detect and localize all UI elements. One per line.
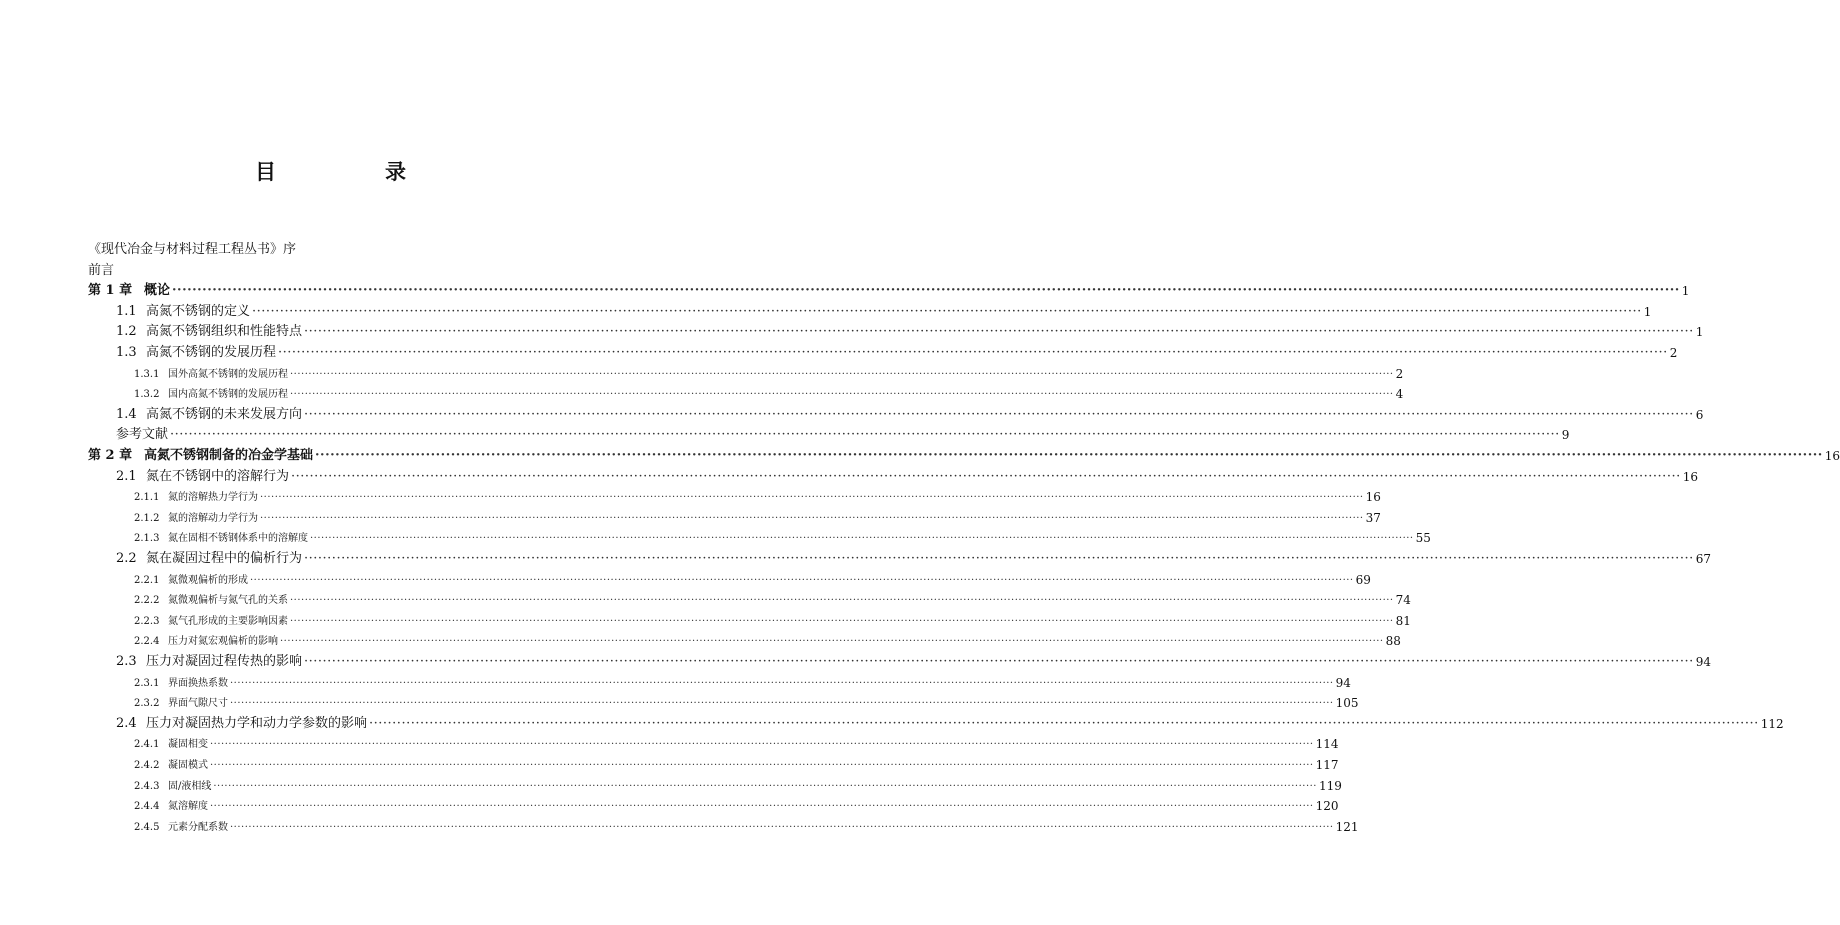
toc-entry-number: 1.1 [116,303,137,319]
toc-entry-title: 压力对凝固过程传热的影响 [146,654,303,669]
toc-entry-number: 2.4.1 [134,739,160,751]
toc-references-entry [116,421,1570,443]
toc-entry-number: 2.1 [116,468,137,484]
toc-leader-dots: ············································································································································································································································································································ [210,760,1314,771]
toc-leader-dots: ············································································································································································································································································································ [260,512,1364,524]
toc-entry-number: 2.2.1 [134,574,160,586]
toc-page-number: 88 [1385,634,1401,649]
toc-subsection-entry [134,524,1431,546]
toc-leader-dots: ············································································································································································································································································································ [369,715,1759,731]
toc-subsection-entry [134,586,1411,608]
toc-entry-title: 氮在不锈钢中的溶解行为 [146,468,290,484]
toc-leader-dots: ············································································································································································································································································································ [260,492,1364,504]
toc-section-entry [116,463,1698,484]
toc-entry-number: 2.4 [116,715,137,731]
toc-entry-title: 凝固模式 [168,760,208,771]
toc-page-number: 16 [1365,490,1381,505]
toc-entry-number: 2.4.3 [134,780,160,792]
toc-subsection-entry [134,627,1401,649]
toc-entry-number: 1.3.1 [134,368,160,380]
toc-page-number: 74 [1395,593,1411,608]
toc-leader-dots: ············································································································································································································································································································ [210,739,1314,751]
toc-page-number: 94 [1695,655,1711,669]
toc-section-entry [116,401,1704,422]
toc-entry-number: 2.3.1 [134,677,160,689]
toc-entry-title: 高氮不锈钢组织和性能特点 [146,324,303,340]
toc-entry-number: 2.3 [116,654,137,669]
toc-subsection-entry [134,360,1404,381]
toc-entry-number: 2.1.3 [134,533,160,545]
toc-entry-number: 2.1.1 [134,492,160,504]
toc-page-number: 55 [1415,531,1431,546]
toc-leader-dots: ············································································································································································································································································································ [230,677,1334,689]
toc-leader-dots: ············································································································································································································································································································ [210,801,1314,813]
toc-leader-dots: ············································································································································································································································································································ [230,821,1334,833]
toc-entry-number: 2.2.2 [134,595,160,607]
toc-leader-dots: ············································································································································································································································································································ [304,654,1694,669]
toc-page-number: 6 [1695,407,1704,422]
toc-page-number: 2 [1395,366,1404,381]
toc-entry-title: 氮气孔形成的主要影响因素 [168,615,288,627]
toc-entry-title: 压力对氮宏观偏析的影响 [168,636,278,648]
toc-entry-number: 1.2 [116,324,137,340]
toc-subsection-entry [134,607,1411,628]
toc-entry-title: 固/液相线 [168,780,212,792]
toc-subsection-entry [134,483,1381,505]
toc-title: 目 录 [255,159,450,184]
toc-entry-title: 界面换热系数 [168,677,228,689]
toc-entry-number: 2.2 [116,551,137,566]
toc-leader-dots: ············································································································································································································································································································ [172,283,1680,299]
toc-entry-title: 参考文献 [116,427,169,443]
toc-front-entry [88,257,576,277]
toc-page-number: 119 [1319,778,1342,793]
toc-entry-title: 国外高氮不锈钢的发展历程 [168,368,288,380]
toc-subsection-entry [134,813,1359,834]
toc-leader-dots: ············································································································································································································································································································ [280,636,1384,648]
toc-entry-title: 氮在固相不锈钢体系中的溶解度 [168,533,308,545]
toc-entry-number: 1.3.2 [134,389,160,401]
toc-section-entry [116,339,1678,360]
toc-leader-dots: ············································································································································································································································································································ [250,574,1354,586]
toc-front-entry [88,236,576,256]
toc-entry-title: 氮在凝固过程中的偏析行为 [146,551,303,566]
toc-page-number: 16 [1824,449,1840,463]
toc-page-number: 9 [1561,428,1570,443]
toc-page-number: 121 [1335,819,1359,834]
toc-entry-title: 氮溶解度 [168,801,208,813]
toc-subsection-entry [134,380,1404,402]
toc-leader-dots: ············································································································································································································································································································ [291,468,1681,484]
toc-entry-title: 概论 [144,283,171,299]
toc-page-number: 120 [1315,799,1339,814]
toc-leader-dots: ············································································································································································································································································································ [170,427,1560,443]
toc-subsection-entry [134,669,1351,690]
toc-page-number: 114 [1315,737,1339,752]
toc-page-number: 4 [1395,387,1404,402]
toc-subsection-entry [134,772,1342,793]
toc-leader-dots: ············································································································································································································································································································ [315,448,1823,463]
toc-page-number: 105 [1335,696,1359,711]
toc-entry-title: 氮微观偏析与氮气孔的关系 [168,595,288,607]
toc-page-number: 16 [1682,469,1698,484]
toc-subsection-entry [134,730,1339,752]
toc-entry-title: 前言 [88,262,115,278]
toc-page-number: 94 [1335,675,1351,690]
toc-entry-title: 氮微观偏析的形成 [168,574,248,586]
toc-subsection-entry [134,504,1381,525]
toc-section-entry [116,710,1784,731]
toc-subsection-entry [134,566,1371,587]
toc-entry-title: 高氮不锈钢制备的冶金学基础 [144,448,314,463]
toc-entry-number: 2.4.4 [134,801,160,813]
toc-entry-title: 氮的溶解热力学行为 [168,492,258,504]
toc-subsection-entry [134,792,1339,814]
toc-chapter-entry [88,442,1840,463]
toc-page-number: 69 [1355,572,1371,587]
toc-entry-number: 2.2.4 [134,636,160,648]
toc-page-number: 81 [1395,613,1411,628]
toc-entry-title: 《现代冶金与材料过程工程丛书》序 [88,242,297,257]
toc-leader-dots: ············································································································································································································································································································ [290,595,1394,607]
toc-entry-title: 高氮不锈钢的未来发展方向 [146,406,303,422]
toc-leader-dots: ············································································································································································································································································································ [252,303,1642,319]
toc-entry-number: 1.3 [116,345,137,360]
toc-page-number: 2 [1669,346,1678,360]
toc-entry-number: 第 2 章 [88,448,133,463]
toc-section-entry [116,318,1704,340]
toc-leader-dots: ············································································································································································································································································································ [304,324,1694,340]
toc-entry-number: 2.2.3 [134,615,160,627]
toc-leader-dots: ············································································································································································································································································································ [230,698,1334,710]
toc-entry-title: 凝固相变 [168,739,208,751]
toc-leader-dots: ············································································································································································································································································································ [290,368,1394,380]
toc-page-number: 1 [1643,304,1652,319]
toc-subsection-entry [134,751,1339,772]
toc-entry-title: 高氮不锈钢的发展历程 [146,345,277,360]
toc-leader-dots: ············································································································································································································································································································ [304,406,1694,422]
toc-entry-title: 高氮不锈钢的定义 [146,303,251,319]
toc-entry-number: 2.1.2 [134,512,160,524]
toc-entry-number: 2.4.5 [134,821,160,833]
toc-leader-dots: ············································································································································································································································································································ [290,389,1394,401]
toc-entry-number: 2.3.2 [134,698,160,710]
toc-chapter-entry [88,277,1690,299]
toc-section-entry [116,648,1711,669]
toc-entry-title: 国内高氮不锈钢的发展历程 [168,389,288,401]
toc-entry-number: 1.4 [116,406,137,422]
toc-subsection-entry [134,689,1359,711]
toc-leader-dots: ············································································································································································································································································································ [304,551,1694,566]
toc-page-number: 1 [1695,325,1704,340]
toc-page-number: 117 [1315,758,1339,772]
toc-entry-title: 压力对凝固热力学和动力学参数的影响 [146,715,368,731]
toc-page-number: 1 [1681,284,1690,299]
toc-entry-number: 2.4.2 [134,760,160,771]
toc-leader-dots: ············································································································································································································································································································ [290,615,1394,627]
toc-section-entry [116,298,1652,319]
toc-leader-dots: ············································································································································································································································································································ [278,345,1668,360]
toc-page-number: 67 [1695,552,1711,566]
toc-entry-number: 第 1 章 [88,283,133,299]
toc-entry-title: 氮的溶解动力学行为 [168,512,258,524]
toc-page-number: 112 [1760,716,1784,731]
toc-section-entry [116,545,1711,566]
toc-entry-title: 界面气隙尺寸 [168,698,228,710]
toc-entry-title: 元素分配系数 [168,821,228,833]
toc-leader-dots: ············································································································································································································································································································ [310,533,1414,545]
toc-leader-dots: ············································································································································································································································································································ [213,780,1317,792]
toc-page-number: 37 [1365,510,1381,525]
